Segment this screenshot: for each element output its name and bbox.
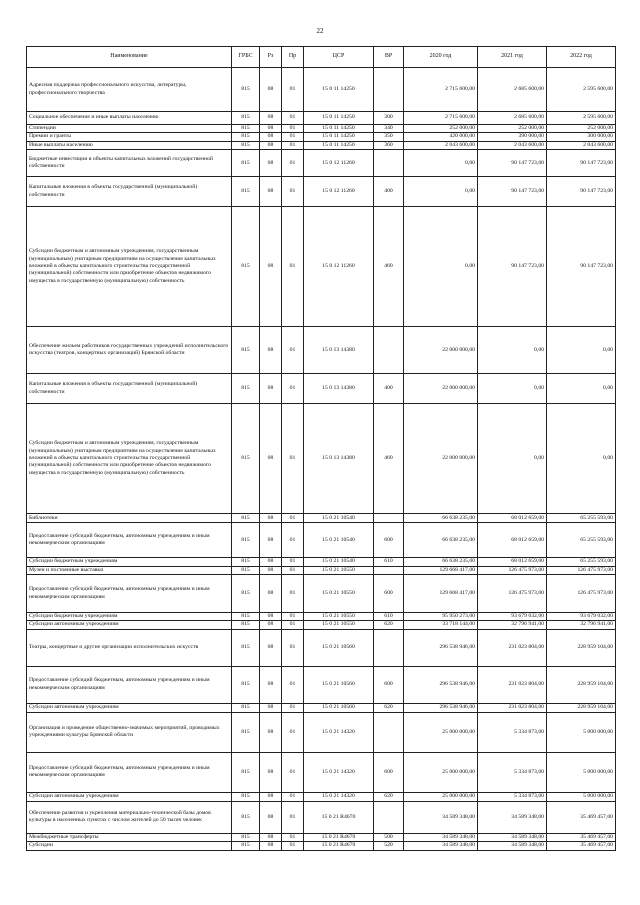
header-vr: ВР (374, 47, 404, 68)
cell-grbs: 815 (232, 752, 260, 792)
cell-y2020: 25 000 000,00 (404, 752, 478, 792)
cell-csr: 15 0 13 14380 (304, 404, 374, 514)
cell-y2022: 228 959 104,00 (547, 666, 616, 703)
cell-rz: 08 (260, 68, 282, 112)
cell-y2021: 231 023 804,00 (478, 666, 547, 703)
cell-csr: 15 0 11 14250 (304, 112, 374, 125)
cell-rz: 08 (260, 374, 282, 404)
table-row (27, 629, 616, 666)
cell-rz: 08 (260, 327, 282, 374)
cell-csr: 15 0 21 14320 (304, 792, 374, 801)
cell-grbs: 815 (232, 112, 260, 125)
cell-rz: 08 (260, 177, 282, 207)
cell-rz: 08 (260, 112, 282, 125)
cell-csr: 15 0 12 11260 (304, 207, 374, 327)
cell-y2022: 0,00 (547, 404, 616, 514)
cell-csr: 15 0 21 R4670 (304, 801, 374, 833)
cell-y2020: 25 000 000,00 (404, 712, 478, 752)
cell-y2022: 252 000,00 (547, 125, 616, 133)
cell-y2021: 68 012 659,00 (478, 514, 547, 523)
header-rz: Рз (260, 47, 282, 68)
cell-y2020: 25 000 000,00 (404, 792, 478, 801)
cell-pr: 01 (282, 404, 304, 514)
cell-vr (374, 327, 404, 374)
cell-grbs: 815 (232, 125, 260, 133)
table-row (27, 207, 616, 327)
table-row (27, 666, 616, 703)
cell-csr: 15 0 21 10540 (304, 558, 374, 566)
cell-y2022: 5 000 000,00 (547, 712, 616, 752)
cell-pr: 01 (282, 842, 304, 850)
table-row (27, 514, 616, 523)
cell-rz: 08 (260, 523, 282, 558)
cell-y2022: 126 475 973,00 (547, 575, 616, 613)
cell-rz: 08 (260, 125, 282, 133)
cell-csr: 15 0 21 14320 (304, 712, 374, 752)
cell-pr: 01 (282, 752, 304, 792)
cell-pr: 01 (282, 207, 304, 327)
cell-vr: 600 (374, 575, 404, 613)
cell-pr: 01 (282, 712, 304, 752)
cell-rz: 08 (260, 514, 282, 523)
table-row (27, 141, 616, 149)
cell-y2022: 90 147 723,00 (547, 207, 616, 327)
table-row (27, 712, 616, 752)
cell-csr: 15 0 11 14250 (304, 125, 374, 133)
cell-y2020: 66 638 235,00 (404, 558, 478, 566)
cell-rz: 08 (260, 133, 282, 141)
cell-y2022: 2 595 600,00 (547, 112, 616, 125)
cell-vr (374, 150, 404, 177)
cell-pr: 01 (282, 613, 304, 621)
cell-pr: 01 (282, 374, 304, 404)
cell-y2021: 5 334 873,00 (478, 792, 547, 801)
cell-grbs: 815 (232, 801, 260, 833)
header-2022: 2022 год (547, 47, 616, 68)
cell-y2021: 93 679 032,00 (478, 613, 547, 621)
cell-vr: 600 (374, 523, 404, 558)
cell-vr: 520 (374, 842, 404, 850)
cell-grbs: 815 (232, 833, 260, 841)
cell-name: Субсидии автономным учреждениям (27, 703, 232, 712)
cell-name: Предоставление субсидий бюджетным, автономным учреждениям и иным некоммерческим организациям (27, 575, 232, 613)
cell-rz: 08 (260, 801, 282, 833)
cell-name: Субсидии автономным учреждениям (27, 621, 232, 629)
cell-grbs: 815 (232, 629, 260, 666)
cell-name: Капитальные вложения в объекты государственной (муниципальной) собственности (27, 177, 232, 207)
cell-y2020: 34 589 348,00 (404, 842, 478, 850)
cell-name: Субсидии бюджетным и автономным учреждениям, государственным (муниципальным) унитарным предприятиям на осуществление капитальных вложений в объекты капитального строительства государственной (муниципальной) собственности или приобретение объектов недвижимого имущества в государственную (муниципальную) собственность (27, 207, 232, 327)
cell-vr: 460 (374, 207, 404, 327)
cell-vr: 620 (374, 621, 404, 629)
cell-grbs: 815 (232, 792, 260, 801)
cell-y2021: 32 796 941,00 (478, 621, 547, 629)
header-pr: Пр (282, 47, 304, 68)
cell-pr: 01 (282, 703, 304, 712)
table-row (27, 523, 616, 558)
cell-y2022: 65 255 593,00 (547, 514, 616, 523)
cell-name: Театры, концертные и другие организации исполнительских искусств (27, 629, 232, 666)
table-row (27, 752, 616, 792)
table-row (27, 150, 616, 177)
cell-y2021: 231 023 804,00 (478, 703, 547, 712)
cell-csr: 15 0 21 R4670 (304, 842, 374, 850)
cell-name: Иные выплаты населению (27, 141, 232, 149)
cell-y2020: 0,00 (404, 207, 478, 327)
cell-y2020: 22 000 000,00 (404, 374, 478, 404)
cell-name: Стипендии (27, 125, 232, 133)
cell-grbs: 815 (232, 613, 260, 621)
cell-y2020: 420 000,00 (404, 133, 478, 141)
cell-grbs: 815 (232, 514, 260, 523)
cell-y2022: 0,00 (547, 327, 616, 374)
cell-y2022: 32 796 941,00 (547, 621, 616, 629)
cell-y2022: 35 469 457,00 (547, 833, 616, 841)
table-row (27, 801, 616, 833)
cell-grbs: 815 (232, 575, 260, 613)
cell-pr: 01 (282, 666, 304, 703)
cell-grbs: 815 (232, 703, 260, 712)
cell-name: Обеспечение развития и укрепления материально-технической базы домов культуры в населенных пунктах с числом жителей до 50 тысяч человек (27, 801, 232, 833)
cell-grbs: 815 (232, 621, 260, 629)
cell-name: Социальное обеспечение и иные выплаты населению (27, 112, 232, 125)
cell-rz: 08 (260, 150, 282, 177)
cell-csr: 15 0 21 10550 (304, 575, 374, 613)
cell-csr: 15 0 21 10540 (304, 514, 374, 523)
cell-vr: 600 (374, 666, 404, 703)
table-row (27, 575, 616, 613)
cell-csr: 15 0 12 11260 (304, 177, 374, 207)
cell-grbs: 815 (232, 523, 260, 558)
cell-y2021: 126 475 973,00 (478, 575, 547, 613)
table-row (27, 558, 616, 566)
cell-rz: 08 (260, 792, 282, 801)
cell-y2021: 0,00 (478, 374, 547, 404)
cell-pr: 01 (282, 575, 304, 613)
table-row (27, 703, 616, 712)
cell-pr: 01 (282, 125, 304, 133)
cell-y2020: 2 715 600,00 (404, 112, 478, 125)
cell-rz: 08 (260, 141, 282, 149)
cell-y2020: 66 638 235,00 (404, 514, 478, 523)
cell-y2021: 34 589 348,00 (478, 833, 547, 841)
cell-y2020: 296 538 946,00 (404, 629, 478, 666)
cell-name: Премии и гранты (27, 133, 232, 141)
cell-grbs: 815 (232, 68, 260, 112)
cell-vr: 500 (374, 833, 404, 841)
table-row (27, 177, 616, 207)
cell-y2020: 34 589 348,00 (404, 833, 478, 841)
cell-vr: 610 (374, 613, 404, 621)
table-row (27, 842, 616, 850)
cell-y2020: 129 668 417,00 (404, 566, 478, 574)
cell-pr: 01 (282, 621, 304, 629)
cell-name: Организация и проведение общественно-значимых мероприятий, проводимых учреждениями культуры Брянской области (27, 712, 232, 752)
cell-csr: 15 0 12 11260 (304, 150, 374, 177)
cell-rz: 08 (260, 712, 282, 752)
cell-y2021: 2 685 600,00 (478, 112, 547, 125)
cell-rz: 08 (260, 566, 282, 574)
table-row (27, 133, 616, 141)
cell-pr: 01 (282, 177, 304, 207)
cell-rz: 08 (260, 558, 282, 566)
cell-pr: 01 (282, 327, 304, 374)
cell-vr (374, 629, 404, 666)
cell-csr: 15 0 21 10560 (304, 629, 374, 666)
cell-y2020: 296 538 946,00 (404, 703, 478, 712)
cell-vr: 400 (374, 374, 404, 404)
cell-grbs: 815 (232, 150, 260, 177)
cell-y2022: 2 043 600,00 (547, 141, 616, 149)
cell-rz: 08 (260, 833, 282, 841)
cell-y2020: 252 000,00 (404, 125, 478, 133)
cell-name: Субсидии бюджетным учреждениям (27, 558, 232, 566)
cell-csr: 15 0 21 14320 (304, 752, 374, 792)
cell-y2022: 5 000 000,00 (547, 752, 616, 792)
table-row (27, 613, 616, 621)
cell-y2020: 22 000 000,00 (404, 327, 478, 374)
cell-pr: 01 (282, 566, 304, 574)
cell-y2022: 2 595 600,00 (547, 68, 616, 112)
cell-y2020: 0,00 (404, 177, 478, 207)
cell-name: Предоставление субсидий бюджетным, автономным учреждениям и иным некоммерческим организациям (27, 523, 232, 558)
cell-vr: 300 (374, 112, 404, 125)
cell-name: Субсидии бюджетным учреждениям (27, 613, 232, 621)
table-row (27, 621, 616, 629)
cell-name: Музеи и постоянные выставки (27, 566, 232, 574)
cell-y2022: 228 959 104,00 (547, 629, 616, 666)
cell-y2020: 129 668 417,00 (404, 575, 478, 613)
cell-vr (374, 801, 404, 833)
cell-y2021: 252 000,00 (478, 125, 547, 133)
cell-csr: 15 0 21 10560 (304, 703, 374, 712)
cell-grbs: 815 (232, 141, 260, 149)
cell-y2022: 300 000,00 (547, 133, 616, 141)
cell-vr (374, 566, 404, 574)
cell-rz: 08 (260, 666, 282, 703)
cell-grbs: 815 (232, 558, 260, 566)
cell-csr: 15 0 21 10550 (304, 566, 374, 574)
header-grbs: ГРБС (232, 47, 260, 68)
cell-vr: 460 (374, 404, 404, 514)
budget-table (26, 46, 616, 851)
cell-csr: 15 0 21 10550 (304, 613, 374, 621)
table-row (27, 792, 616, 801)
cell-rz: 08 (260, 613, 282, 621)
cell-vr: 350 (374, 133, 404, 141)
cell-grbs: 815 (232, 177, 260, 207)
cell-rz: 08 (260, 703, 282, 712)
header-csr: ЦСР (304, 47, 374, 68)
cell-csr: 15 0 11 14250 (304, 68, 374, 112)
cell-rz: 08 (260, 842, 282, 850)
cell-name: Предоставление субсидий бюджетным, автономным учреждениям и иным некоммерческим организациям (27, 752, 232, 792)
cell-y2021: 5 334 873,00 (478, 752, 547, 792)
cell-y2020: 66 638 235,00 (404, 523, 478, 558)
cell-pr: 01 (282, 792, 304, 801)
cell-y2022: 65 255 593,00 (547, 558, 616, 566)
cell-grbs: 815 (232, 666, 260, 703)
cell-pr: 01 (282, 558, 304, 566)
cell-y2022: 90 147 723,00 (547, 177, 616, 207)
cell-rz: 08 (260, 621, 282, 629)
cell-y2020: 296 538 946,00 (404, 666, 478, 703)
table-row (27, 112, 616, 125)
cell-vr: 600 (374, 752, 404, 792)
cell-y2022: 228 959 104,00 (547, 703, 616, 712)
cell-vr: 400 (374, 177, 404, 207)
cell-name: Бюджетные инвестиции в объекты капитальных вложений государственной собственности (27, 150, 232, 177)
cell-rz: 08 (260, 207, 282, 327)
cell-y2022: 90 147 723,00 (547, 150, 616, 177)
table-row (27, 374, 616, 404)
cell-pr: 01 (282, 150, 304, 177)
cell-y2021: 34 589 348,00 (478, 801, 547, 833)
cell-pr: 01 (282, 629, 304, 666)
cell-grbs: 815 (232, 842, 260, 850)
cell-grbs: 815 (232, 712, 260, 752)
cell-vr (374, 68, 404, 112)
page-number: 22 (316, 27, 324, 35)
cell-pr: 01 (282, 112, 304, 125)
cell-csr: 15 0 21 10540 (304, 523, 374, 558)
cell-name: Адресная поддержка профессионального искусства, литературы, профессионального творчества (27, 68, 232, 112)
cell-grbs: 815 (232, 207, 260, 327)
cell-y2020: 0,00 (404, 150, 478, 177)
cell-y2022: 5 000 000,00 (547, 792, 616, 801)
cell-name: Субсидии автономным учреждениям (27, 792, 232, 801)
cell-y2021: 90 147 723,00 (478, 177, 547, 207)
cell-y2020: 2 043 600,00 (404, 141, 478, 149)
cell-y2021: 90 147 723,00 (478, 207, 547, 327)
cell-csr: 15 0 13 14380 (304, 374, 374, 404)
cell-vr: 340 (374, 125, 404, 133)
table-row (27, 68, 616, 112)
cell-vr: 610 (374, 558, 404, 566)
cell-grbs: 815 (232, 327, 260, 374)
cell-pr: 01 (282, 514, 304, 523)
cell-csr: 15 0 21 R4670 (304, 833, 374, 841)
cell-grbs: 815 (232, 133, 260, 141)
cell-rz: 08 (260, 404, 282, 514)
cell-name: Межбюджетные трансферты (27, 833, 232, 841)
cell-vr (374, 514, 404, 523)
cell-vr: 620 (374, 792, 404, 801)
cell-y2021: 390 000,00 (478, 133, 547, 141)
cell-name: Субсидии бюджетным и автономным учреждениям, государственным (муниципальным) унитарным предприятиям на осуществление капитальных вложений в объекты капитального строительства государственной (муниципальной) собственности или приобретение объектов недвижимого имущества в государственную (муниципальную) собственность (27, 404, 232, 514)
table-row (27, 327, 616, 374)
cell-y2020: 22 000 000,00 (404, 404, 478, 514)
cell-y2021: 90 147 723,00 (478, 150, 547, 177)
header-2020: 2020 год (404, 47, 478, 68)
cell-y2022: 126 475 973,00 (547, 566, 616, 574)
cell-y2021: 0,00 (478, 404, 547, 514)
cell-csr: 15 0 21 10550 (304, 621, 374, 629)
cell-y2020: 33 718 144,00 (404, 621, 478, 629)
cell-name: Капитальные вложения в объекты государственной (муниципальной) собственности (27, 374, 232, 404)
table-row (27, 566, 616, 574)
cell-y2021: 0,00 (478, 327, 547, 374)
cell-rz: 08 (260, 752, 282, 792)
table-row (27, 833, 616, 841)
cell-y2020: 34 589 348,00 (404, 801, 478, 833)
cell-y2021: 231 023 804,00 (478, 629, 547, 666)
cell-vr (374, 712, 404, 752)
cell-csr: 15 0 11 14250 (304, 133, 374, 141)
cell-pr: 01 (282, 133, 304, 141)
cell-y2021: 2 685 600,00 (478, 68, 547, 112)
cell-pr: 01 (282, 833, 304, 841)
cell-y2020: 2 715 600,00 (404, 68, 478, 112)
cell-name: Библиотеки (27, 514, 232, 523)
cell-csr: 15 0 11 14250 (304, 141, 374, 149)
cell-y2021: 2 043 600,00 (478, 141, 547, 149)
cell-name: Субсидии (27, 842, 232, 850)
table-header-row (27, 47, 616, 68)
cell-y2020: 95 950 273,00 (404, 613, 478, 621)
cell-rz: 08 (260, 575, 282, 613)
cell-y2022: 93 679 032,00 (547, 613, 616, 621)
cell-y2021: 68 012 659,00 (478, 558, 547, 566)
table-row (27, 404, 616, 514)
cell-y2021: 5 334 873,00 (478, 712, 547, 752)
cell-name: Обеспечение жильем работников государственных учреждений исполнительского искусства (театров, концертных организаций) Брянской области (27, 327, 232, 374)
cell-y2021: 34 589 348,00 (478, 842, 547, 850)
header-2021: 2021 год (478, 47, 547, 68)
header-name: Наименование (27, 47, 232, 68)
cell-y2022: 35 469 457,00 (547, 842, 616, 850)
cell-csr: 15 0 21 10560 (304, 666, 374, 703)
cell-y2021: 68 012 659,00 (478, 523, 547, 558)
cell-pr: 01 (282, 68, 304, 112)
cell-vr: 620 (374, 703, 404, 712)
cell-y2022: 0,00 (547, 374, 616, 404)
cell-vr: 360 (374, 141, 404, 149)
cell-grbs: 815 (232, 374, 260, 404)
cell-pr: 01 (282, 141, 304, 149)
cell-csr: 15 0 13 14380 (304, 327, 374, 374)
cell-y2022: 35 469 457,00 (547, 801, 616, 833)
table-row (27, 125, 616, 133)
cell-pr: 01 (282, 801, 304, 833)
cell-y2022: 65 255 593,00 (547, 523, 616, 558)
cell-grbs: 815 (232, 404, 260, 514)
cell-y2021: 126 475 973,00 (478, 566, 547, 574)
cell-pr: 01 (282, 523, 304, 558)
cell-name: Предоставление субсидий бюджетным, автономным учреждениям и иным некоммерческим организациям (27, 666, 232, 703)
cell-grbs: 815 (232, 566, 260, 574)
cell-rz: 08 (260, 629, 282, 666)
